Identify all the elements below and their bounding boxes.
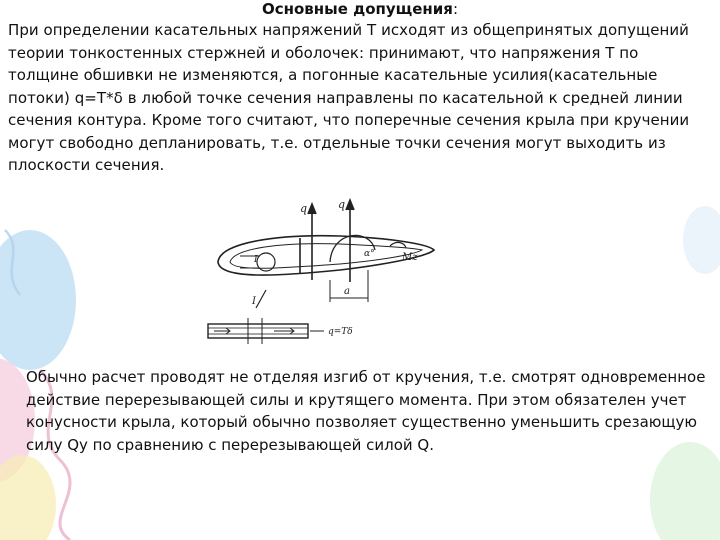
balloon-blue: [0, 230, 76, 370]
balloon-yellow: [0, 455, 56, 540]
label-moment: Mz: [402, 252, 418, 263]
paragraph-assumptions: При определении касательных напряжений T исходят из общепринятых допущений теории тонкостенных стержней и оболочек: принимают, что напряжения T по толщине обшивки не изменяются, а погонные касательные усилия(касательные потоки) q=T*δ в любой точке сечения направлены по касательной к средней линии сечения контура. Кроме того считают, что поперечные сечения крыла при кручении могут свободно депланировать, т.е. отдельные точки сечения могут выходить из плоскости сечения.: [8, 21, 690, 174]
balloon-green: [650, 442, 720, 540]
strip-arrows-left: [214, 328, 230, 334]
wing-section-diagram: [190, 190, 450, 355]
balloon-blue-right: [683, 206, 720, 274]
label-t-left: I: [254, 255, 258, 265]
label-formula: q=Tδ: [328, 327, 353, 337]
section-mark-line: [256, 290, 266, 308]
title-colon: :: [452, 0, 458, 18]
title-bold: Основные допущения: [261, 0, 453, 18]
slide-title: [0, 0, 720, 19]
label-t-top: I: [252, 296, 256, 307]
arrowhead-q-right: [346, 200, 354, 210]
arrowhead-q-left: [308, 204, 316, 214]
label-angle: α°: [364, 249, 375, 259]
label-a: a: [344, 286, 350, 297]
label-q-left: q: [300, 202, 308, 215]
label-q-right: q: [338, 198, 346, 211]
paragraph-calculation: Обычно расчет проводят не отделяя изгиб от кручения, т.е. смотрят одновременное действие перерезывающей силы и крутящего момента. При этом обязателен учет конусности крыла, который обычно позволяет существенно уменьшить срезающую силу Qy по сравнению с перерезывающей силой Q.: [26, 368, 706, 454]
strip-arrows-right: [274, 328, 294, 334]
